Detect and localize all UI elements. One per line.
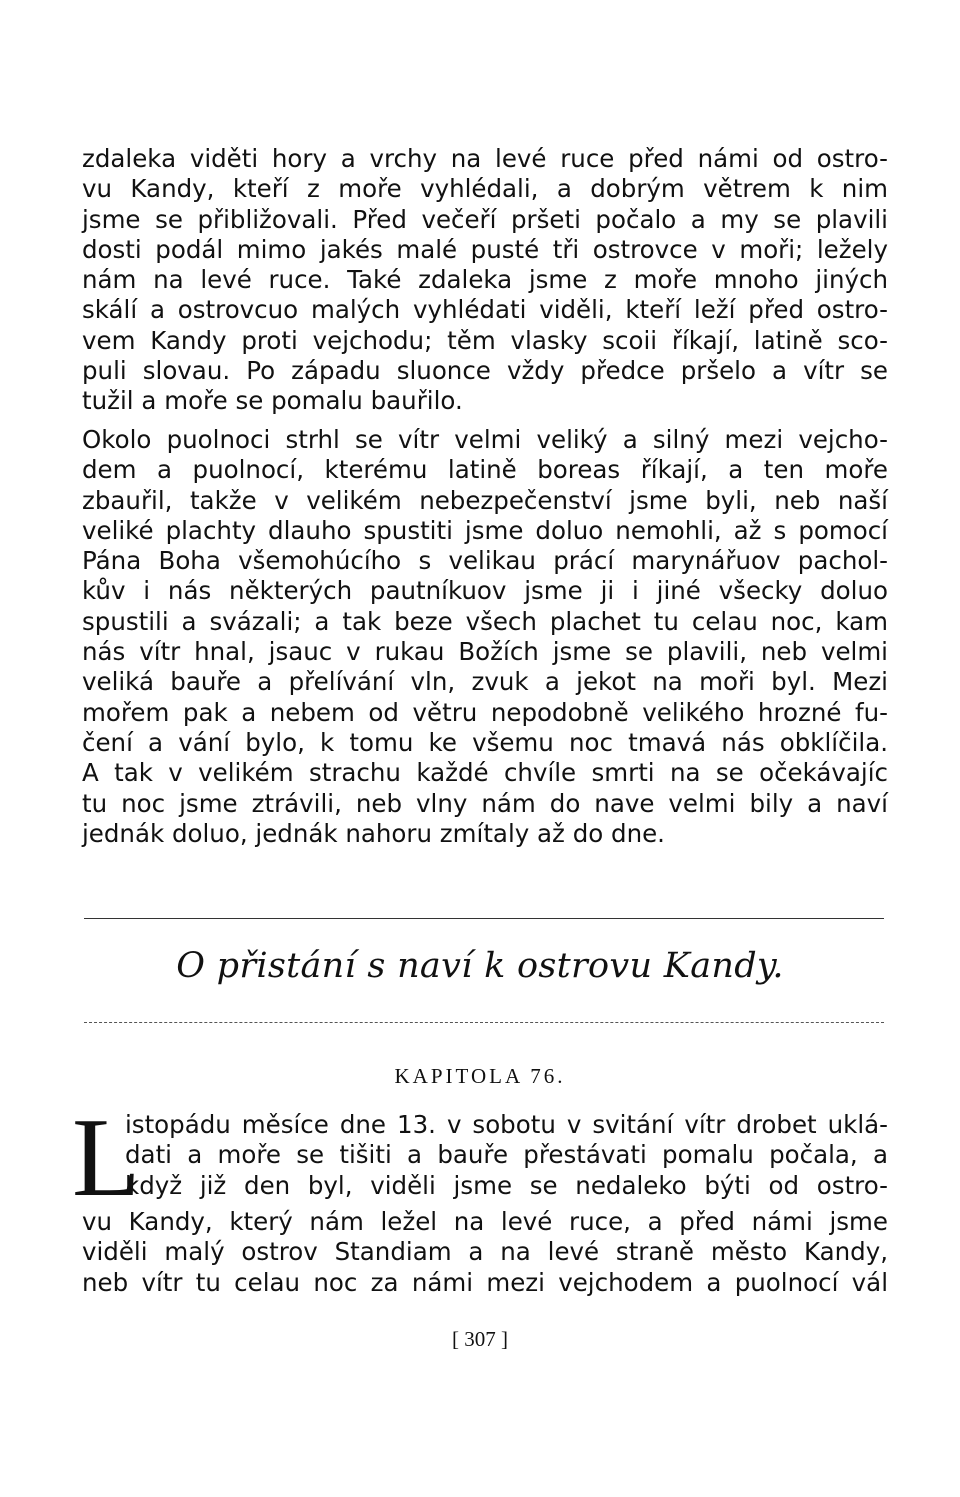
text-line: Okolo puolnoci strhl se vítr velmi veliký a silný mezi vejcho- bbox=[82, 425, 888, 454]
text-line: Pána Boha všemohúcího s velikau prácí marynářuov pachol- bbox=[82, 546, 888, 576]
text-line: zbauřil, takže v velikém nebezpečenství jsme byli, neb naší bbox=[82, 485, 888, 515]
text-line: veliká bauře a přelívání vln, zvuk a jekot na moři byl. Mezi bbox=[82, 667, 888, 697]
text-line: A tak v velikém strachu každé chvíle smrti na se očekávajíc bbox=[82, 758, 888, 788]
text-line: dosti podál mimo jakés malé pusté tři ostrovce v moři; ležely bbox=[82, 234, 888, 264]
text-line: zdaleka viděti hory a vrchy na levé ruce před námi od ostro- bbox=[82, 144, 888, 173]
text-line: skálí a ostrovcuo malých vyhlédati viděli, kteří leží před ostro- bbox=[82, 295, 888, 325]
text-line: veliké plachty dlauho spustiti jsme doluo nemohli, až s pomocí bbox=[82, 515, 888, 545]
text-line: tužil a moře se pomalu bauřilo. bbox=[82, 386, 463, 416]
text-line: dem a puolnocí, kterému latině boreas říkají, a ten moře bbox=[82, 455, 888, 485]
text-line: mořem pak a nebem od větru nepodobně velikého hrozné fu- bbox=[82, 697, 888, 727]
text-line: istopádu měsíce dne 13. v sobotu v svitání vítr drobet uklá- bbox=[125, 1110, 888, 1139]
text-line: čení a vání bylo, k tomu ke všemu noc tmavá nás obklíčila. bbox=[82, 727, 888, 757]
text-line: kův i nás některých pautníkuov jsme ji i jiné všecky doluo bbox=[82, 576, 888, 606]
paragraph-2 bbox=[82, 425, 888, 849]
text-line: neb vítr tu celau noc za námi mezi vejchodem a puolnocí vál bbox=[82, 1267, 888, 1297]
chapter-title: O přistání s naví k ostrovu Kandy. bbox=[176, 946, 784, 986]
text-line: spustili a svázali; a tak beze všech plachet tu celau noc, kam bbox=[82, 606, 888, 636]
text-line: když již den byl, viděli jsme se nedaleko býti od ostro- bbox=[125, 1170, 888, 1200]
drop-cap: L bbox=[72, 1096, 141, 1220]
text-line: tu noc jsme ztrávili, neb vlny nám do nave velmi bily a naví bbox=[82, 788, 888, 818]
text-line: vu Kandy, který nám ležel na levé ruce, a před námi jsme bbox=[82, 1207, 888, 1236]
paragraph-3 bbox=[82, 1207, 888, 1298]
text-line: nás vítr hnal, jsauc v rukau Božích jsme se plavili, neb velmi bbox=[82, 637, 888, 667]
page-number: [ 307 ] bbox=[452, 1327, 508, 1351]
text-line: vem Kandy proti vejchodu; těm vlasky scoii říkají, latině sco- bbox=[82, 325, 888, 355]
text-line: jsme se přibližovali. Před večeří pršeti počalo a my se plavili bbox=[82, 204, 888, 234]
chapter-number: KAPITOLA 76. bbox=[394, 1064, 566, 1088]
text-line: vu Kandy, kteří z moře vyhlédali, a dobrým větrem k nim bbox=[82, 174, 888, 204]
paragraph-1 bbox=[82, 144, 888, 417]
text-line: viděli malý ostrov Standiam a na levé straně město Kandy, bbox=[82, 1237, 888, 1267]
paragraph-3-indented bbox=[125, 1110, 888, 1201]
section-divider-top bbox=[84, 918, 884, 919]
text-line: nám na levé ruce. Také zdaleka jsme z moře mnoho jiných bbox=[82, 265, 888, 295]
text-line: jednák doluo, jednák nahoru zmítaly až do dne. bbox=[82, 818, 665, 848]
text-line: puli slovau. Po západu sluonce vždy předce pršelo a vítr se bbox=[82, 356, 888, 386]
text-line: dati a moře se tišiti a bauře přestávati pomalu počala, a bbox=[125, 1140, 888, 1170]
section-divider-bottom bbox=[84, 1022, 884, 1023]
